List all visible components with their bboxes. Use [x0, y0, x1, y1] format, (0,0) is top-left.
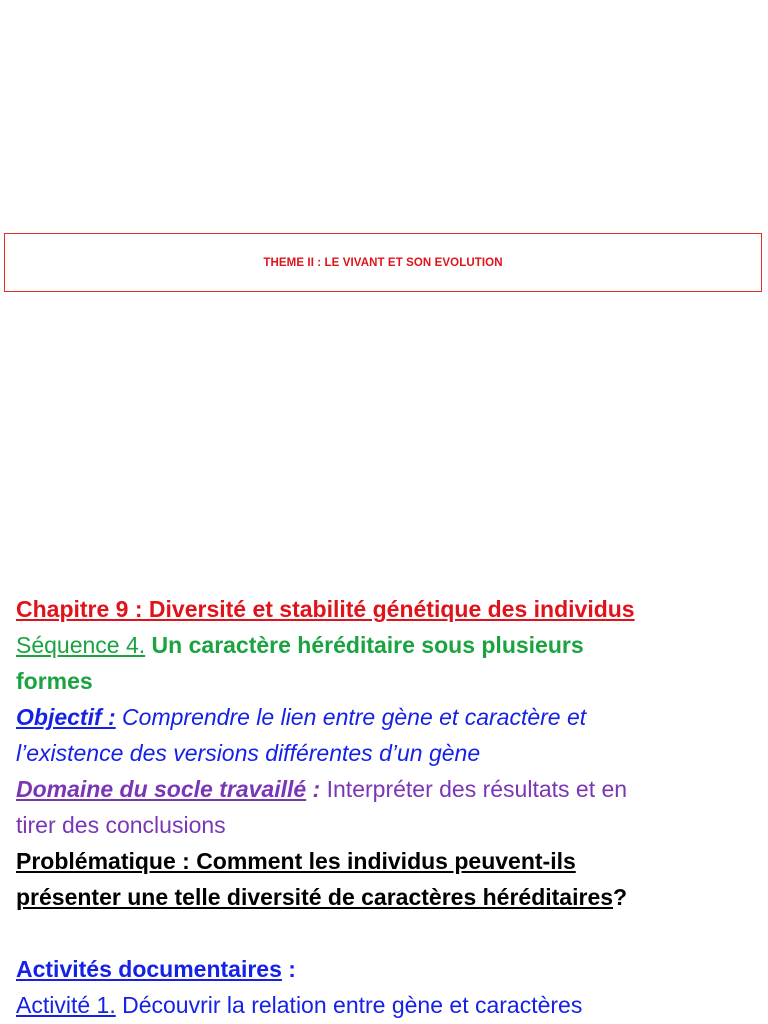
problematique-line-2: [16, 879, 760, 915]
objectif-line-2: [16, 735, 760, 771]
lesson-content: [16, 591, 760, 1023]
objectif-line: [16, 699, 760, 735]
domaine-text: Interpréter des résultats et en: [320, 776, 628, 802]
activites-heading: [16, 951, 760, 987]
theme-title: THEME II : LE VIVANT ET SON EVOLUTION: [263, 256, 503, 269]
activites-colon: :: [281, 956, 296, 982]
sequence-line-2: [16, 663, 760, 699]
objectif-text-2: l’existence des versions différentes d’un gène: [16, 740, 481, 766]
problematique-text: Problématique : Comment les individus peuvent-ils: [16, 848, 576, 874]
problematique-line: [16, 843, 760, 879]
activite-1-label: Activité 1.: [16, 992, 116, 1018]
objectif-text: Comprendre le lien entre gène et caractère et: [115, 704, 587, 730]
domaine-line-2: [16, 807, 760, 843]
domaine-line: [16, 771, 760, 807]
chapter-title: Chapitre 9 : Diversité et stabilité génétique des individus: [16, 596, 635, 622]
domaine-colon: :: [306, 776, 321, 802]
domaine-text-2: tirer des conclusions: [16, 812, 226, 838]
activite-1-line: [16, 987, 760, 1023]
sequence-label: Séquence 4.: [16, 632, 146, 658]
sequence-line: [16, 627, 760, 663]
theme-banner: [4, 233, 762, 292]
activite-1-text: Découvrir la relation entre gène et caractères: [115, 992, 583, 1018]
domaine-label: Domaine du socle travaillé: [16, 776, 307, 802]
problematique-text-2: présenter une telle diversité de caractères héréditaires: [16, 884, 614, 910]
chapter-heading: [16, 591, 760, 627]
objectif-label: Objectif :: [16, 704, 116, 730]
activites-label: Activités documentaires: [16, 956, 282, 982]
sequence-text-2: formes: [16, 668, 93, 694]
sequence-text: Un caractère héréditaire sous plusieurs: [145, 632, 584, 658]
problematique-qmark: ?: [613, 884, 628, 910]
spacer: [16, 915, 760, 951]
